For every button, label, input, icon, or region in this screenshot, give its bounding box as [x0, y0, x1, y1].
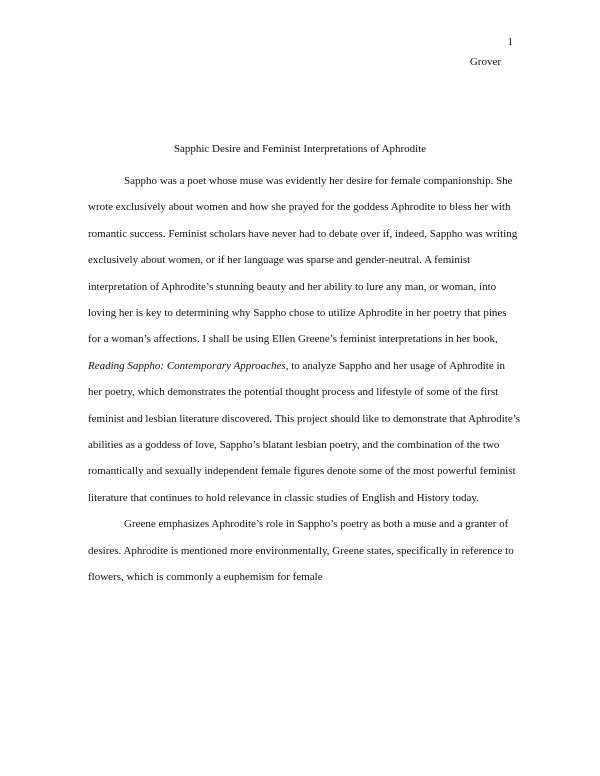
- body-text: [88, 168, 521, 591]
- paragraph-1: [88, 168, 521, 511]
- paragraph-1-part-2: , to analyze Sappho and her usage of Aphrodite in her poetry, which demonstrates the potential thought process and lifestyle of some of the first feminist and lesbian literature discovered. This project should like to demonstrate that Aphrodite’s abilities as a goddess of love, Sappho’s blatant lesbian poetry, and the combination of the two romantically and sexually independent female figures denote some of the most powerful feminist literature that continues to hold relevance in classic studies of English and History today.: [88, 359, 521, 504]
- running-header-author: Grover: [469, 56, 501, 68]
- page-number: 1: [507, 36, 513, 48]
- paragraph-1-part-1: Sappho was a poet whose muse was evidently her desire for female companionship. She wrote exclusively about women and how she prayed for the goddess Aphrodite to bless her with romantic success. Feminist scholars have never had to debate over if, indeed, Sappho was writing exclusively about women, or if her language was sparse and gender-neutral. A feminist interpretation of Aphrodite’s stunning beauty and her ability to lure any man, or woman, into loving her is key to determining why Sappho chose to utilize Aphrodite in her poetry that pines for a woman’s affections. I shall be using Ellen Greene’s feminist interpretations in her book,: [88, 175, 518, 346]
- book-title: Reading Sappho: Contemporary Approaches: [88, 359, 286, 372]
- paragraph-2: Greene emphasizes Aphrodite’s role in Sappho’s poetry as both a muse and a granter of desires. Aphrodite is mentioned more environmentally, Greene states, specifically in reference to flowers, which is commonly a euphemism for female: [88, 518, 514, 584]
- paper-title: Sapphic Desire and Feminist Interpretations of Aphrodite: [173, 143, 427, 155]
